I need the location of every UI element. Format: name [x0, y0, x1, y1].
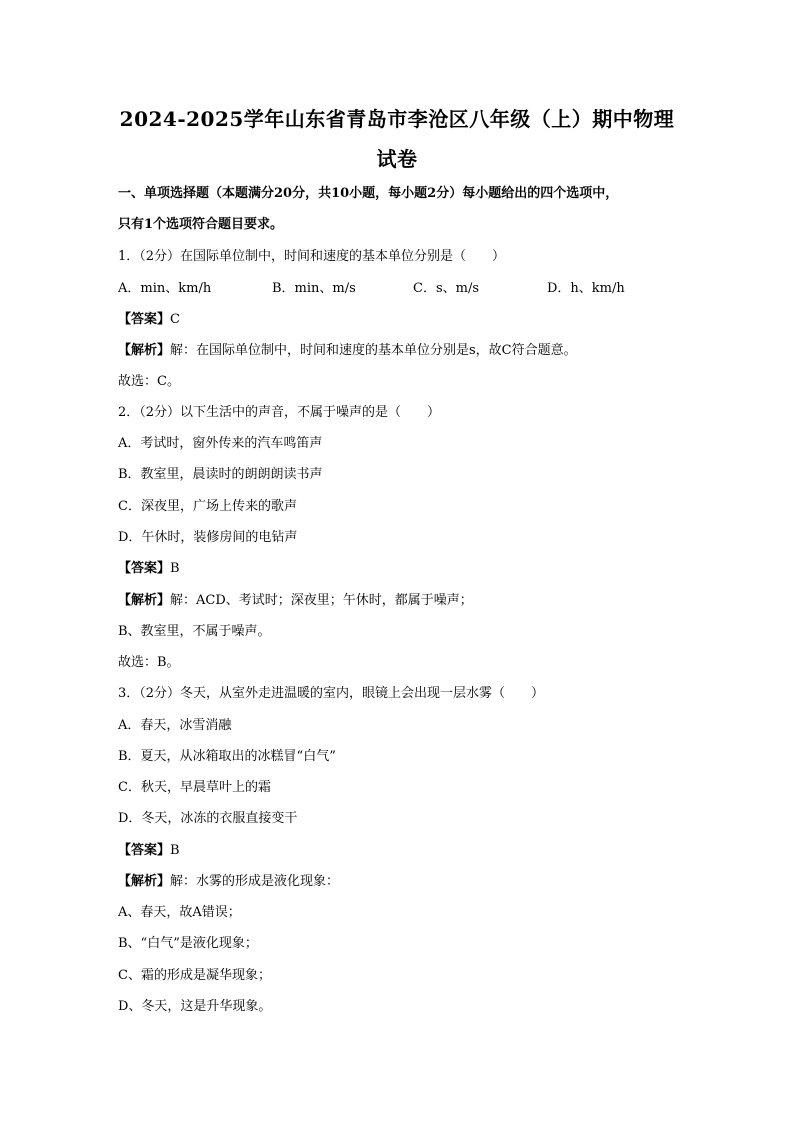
q1-answer-tag: 【答案】 [118, 312, 171, 327]
q2-answer-value: B [170, 561, 180, 576]
q2-analysis [118, 591, 473, 611]
q3-analysis-line-a: A、春天，故A错误； [118, 905, 241, 920]
q3-answer [118, 841, 180, 861]
section-heading-line-1: 一、单项选择题（本题满分20分，共10小题，每小题2分）每小题给出的四个选项中， [118, 186, 619, 201]
q1-analysis-text: 解：在国际单位制中，时间和速度的基本单位分别是s，故C符合题意。 [170, 343, 577, 358]
document-title-line-2: 试卷 [376, 147, 418, 171]
q2-stem: 2．（2分）以下生活中的声音，不属于噪声的是（ ） [118, 405, 441, 420]
q2-analysis-text: 解：ACD、考试时；深夜里；午休时，都属于噪声； [170, 593, 473, 608]
q1-answer-value: C [170, 312, 180, 327]
q1-stem: 1．（2分）在国际单位制中，时间和速度的基本单位分别是（ ） [118, 249, 506, 264]
q3-analysis-tag: 【解析】 [118, 874, 171, 889]
document-title-line-1: 2024-2025学年山东省青岛市李沧区八年级（上）期中物理 [119, 107, 675, 131]
q1-option-a: A．min、km/h [118, 281, 212, 296]
section-heading-line-2: 只有1个选项符合题目要求。 [118, 217, 284, 232]
q3-option-d: D．冬天，冰冻的衣服直接变干 [118, 811, 298, 826]
q2-option-d: D．午休时，装修房间的电钻声 [118, 530, 298, 545]
q2-option-c: C．深夜里，广场上传来的歌声 [118, 499, 297, 514]
q1-option-b: B．min、m/s [272, 281, 356, 296]
q3-analysis-line-b: B、“白气”是液化现象； [118, 936, 258, 951]
q2-conclusion: 故选：B。 [118, 655, 180, 670]
q3-analysis-line-d: D、冬天，这是升华现象。 [118, 999, 272, 1014]
q2-option-a: A．考试时，窗外传来的汽车鸣笛声 [118, 436, 323, 451]
q3-option-c: C．秋天，早晨草叶上的霜 [118, 780, 271, 795]
q3-stem: 3．（2分）冬天，从室外走进温暖的室内，眼镜上会出现一层水雾（ ） [118, 686, 545, 701]
q3-answer-value: B [170, 843, 180, 858]
q1-option-d: D．h、km/h [547, 281, 625, 296]
q3-analysis-text: 解：水雾的形成是液化现象： [170, 874, 340, 889]
q3-analysis [118, 872, 339, 892]
q1-conclusion: 故选：C。 [118, 374, 180, 389]
q2-answer [118, 559, 180, 579]
q3-answer-tag: 【答案】 [118, 843, 171, 858]
q2-analysis-line-2: B、教室里，不属于噪声。 [118, 624, 271, 639]
q1-answer [118, 310, 180, 330]
q3-option-b: B．夏天，从冰箱取出的冰糕冒“白气” [118, 749, 336, 764]
q2-analysis-tag: 【解析】 [118, 593, 171, 608]
q1-analysis-tag: 【解析】 [118, 343, 171, 358]
q3-option-a: A．春天，冰雪消融 [118, 718, 232, 733]
q2-answer-tag: 【答案】 [118, 561, 171, 576]
q2-option-b: B．教室里，晨读时的朗朗朗读书声 [118, 467, 323, 482]
q1-option-c: C．s、m/s [413, 281, 479, 296]
q1-analysis [118, 341, 577, 361]
q3-analysis-line-c: C、霜的形成是凝华现象； [118, 968, 271, 983]
